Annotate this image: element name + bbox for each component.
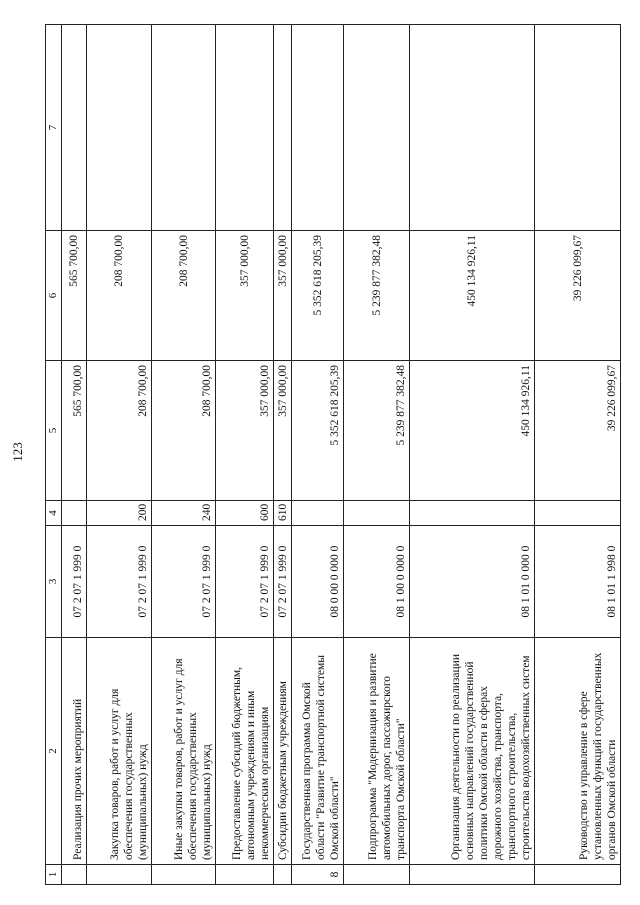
- row-expense-type: [62, 501, 87, 526]
- budget-table: [45, 24, 621, 885]
- row-expense-type: 200: [87, 501, 152, 526]
- header-col-6: 6: [46, 231, 62, 361]
- page-number: 123: [10, 442, 25, 462]
- row-name: Иные закупки товаров, работ и услуг для обеспечения государственных (муниципальных) нужд: [152, 638, 216, 865]
- row-amount-6: 39 226 099,67: [535, 231, 621, 361]
- row-code: 07 2 07 1 999 0: [62, 526, 87, 638]
- row-col-7: [152, 25, 216, 231]
- row-col-7: [292, 25, 344, 231]
- row-amount-6: 565 700,00: [62, 231, 87, 361]
- table-row: [274, 25, 292, 885]
- row-col-7: [535, 25, 621, 231]
- header-col-3: 3: [46, 526, 62, 638]
- row-name: Организация деятельности по реализации основных направлений государственной политики Омской области в сферах дорожного хозяйства, транспорта, транспортного строительства, строительства водохозяйственных систем: [410, 638, 535, 865]
- row-amount-5: 39 226 099,67: [535, 361, 621, 501]
- row-name: Руководство и управление в сфере установленных функций государственных органов Омской области: [535, 638, 621, 865]
- row-amount-5: 5 239 877 382,48: [344, 361, 410, 501]
- row-amount-6: 5 352 618 205,39: [292, 231, 344, 361]
- row-amount-5: 208 700,00: [152, 361, 216, 501]
- row-number: [344, 865, 410, 885]
- table-row: [410, 25, 535, 885]
- row-name: Субсидии бюджетным учреждениям: [274, 638, 292, 865]
- row-amount-5: 5 352 618 205,39: [292, 361, 344, 501]
- row-col-7: [410, 25, 535, 231]
- row-amount-5: 565 700,00: [62, 361, 87, 501]
- row-expense-type: 600: [216, 501, 274, 526]
- row-code: 08 1 01 1 998 0: [535, 526, 621, 638]
- row-amount-6: 357 000,00: [216, 231, 274, 361]
- row-name: Закупка товаров, работ и услуг для обеспечения государственных (муниципальных) нужд: [87, 638, 152, 865]
- row-expense-type: [292, 501, 344, 526]
- row-number: 8: [292, 865, 344, 885]
- header-col-1: 1: [46, 865, 62, 885]
- row-code: 08 1 00 0 000 0: [344, 526, 410, 638]
- row-number: [535, 865, 621, 885]
- row-number: [62, 865, 87, 885]
- table-row: [344, 25, 410, 885]
- row-number: [152, 865, 216, 885]
- row-number: [274, 865, 292, 885]
- row-amount-5: 357 000,00: [216, 361, 274, 501]
- table-row: [292, 25, 344, 885]
- row-number: [410, 865, 535, 885]
- table-row: [216, 25, 274, 885]
- row-expense-type: 610: [274, 501, 292, 526]
- rotated-table-container: [45, 25, 620, 885]
- row-name: Предоставление субсидий бюджетным, автономным учреждениям и иным некоммерческим организациям: [216, 638, 274, 865]
- row-col-7: [216, 25, 274, 231]
- row-col-7: [274, 25, 292, 231]
- table-row: [535, 25, 621, 885]
- row-name: Государственная программа Омской области "Развитие транспортной системы Омской области": [292, 638, 344, 865]
- row-amount-5: 357 000,00: [274, 361, 292, 501]
- row-expense-type: [344, 501, 410, 526]
- row-code: 08 1 01 0 000 0: [410, 526, 535, 638]
- row-amount-6: 450 134 926,11: [410, 231, 535, 361]
- row-name: Реализация прочих мероприятий: [62, 638, 87, 865]
- row-amount-5: 450 134 926,11: [410, 361, 535, 501]
- row-code: 08 0 00 0 000 0: [292, 526, 344, 638]
- row-expense-type: [535, 501, 621, 526]
- row-code: 07 2 07 1 999 0: [274, 526, 292, 638]
- header-col-2: 2: [46, 638, 62, 865]
- row-name: Подпрограмма "Модернизация и развитие автомобильных дорог, пассажирского транспорта Омской области": [344, 638, 410, 865]
- row-number: [216, 865, 274, 885]
- table-row: [62, 25, 87, 885]
- table-row: [152, 25, 216, 885]
- table-row: [87, 25, 152, 885]
- row-amount-6: 5 239 877 382,48: [344, 231, 410, 361]
- row-amount-5: 208 700,00: [87, 361, 152, 501]
- row-col-7: [87, 25, 152, 231]
- row-number: [87, 865, 152, 885]
- header-col-4: 4: [46, 501, 62, 526]
- row-expense-type: [410, 501, 535, 526]
- row-expense-type: 240: [152, 501, 216, 526]
- row-code: 07 2 07 1 999 0: [87, 526, 152, 638]
- row-code: 07 2 07 1 999 0: [152, 526, 216, 638]
- row-code: 07 2 07 1 999 0: [216, 526, 274, 638]
- header-col-5: 5: [46, 361, 62, 501]
- row-col-7: [62, 25, 87, 231]
- row-amount-6: 208 700,00: [87, 231, 152, 361]
- row-amount-6: 208 700,00: [152, 231, 216, 361]
- row-col-7: [344, 25, 410, 231]
- header-col-7: 7: [46, 25, 62, 231]
- header-row: [46, 25, 62, 885]
- row-amount-6: 357 000,00: [274, 231, 292, 361]
